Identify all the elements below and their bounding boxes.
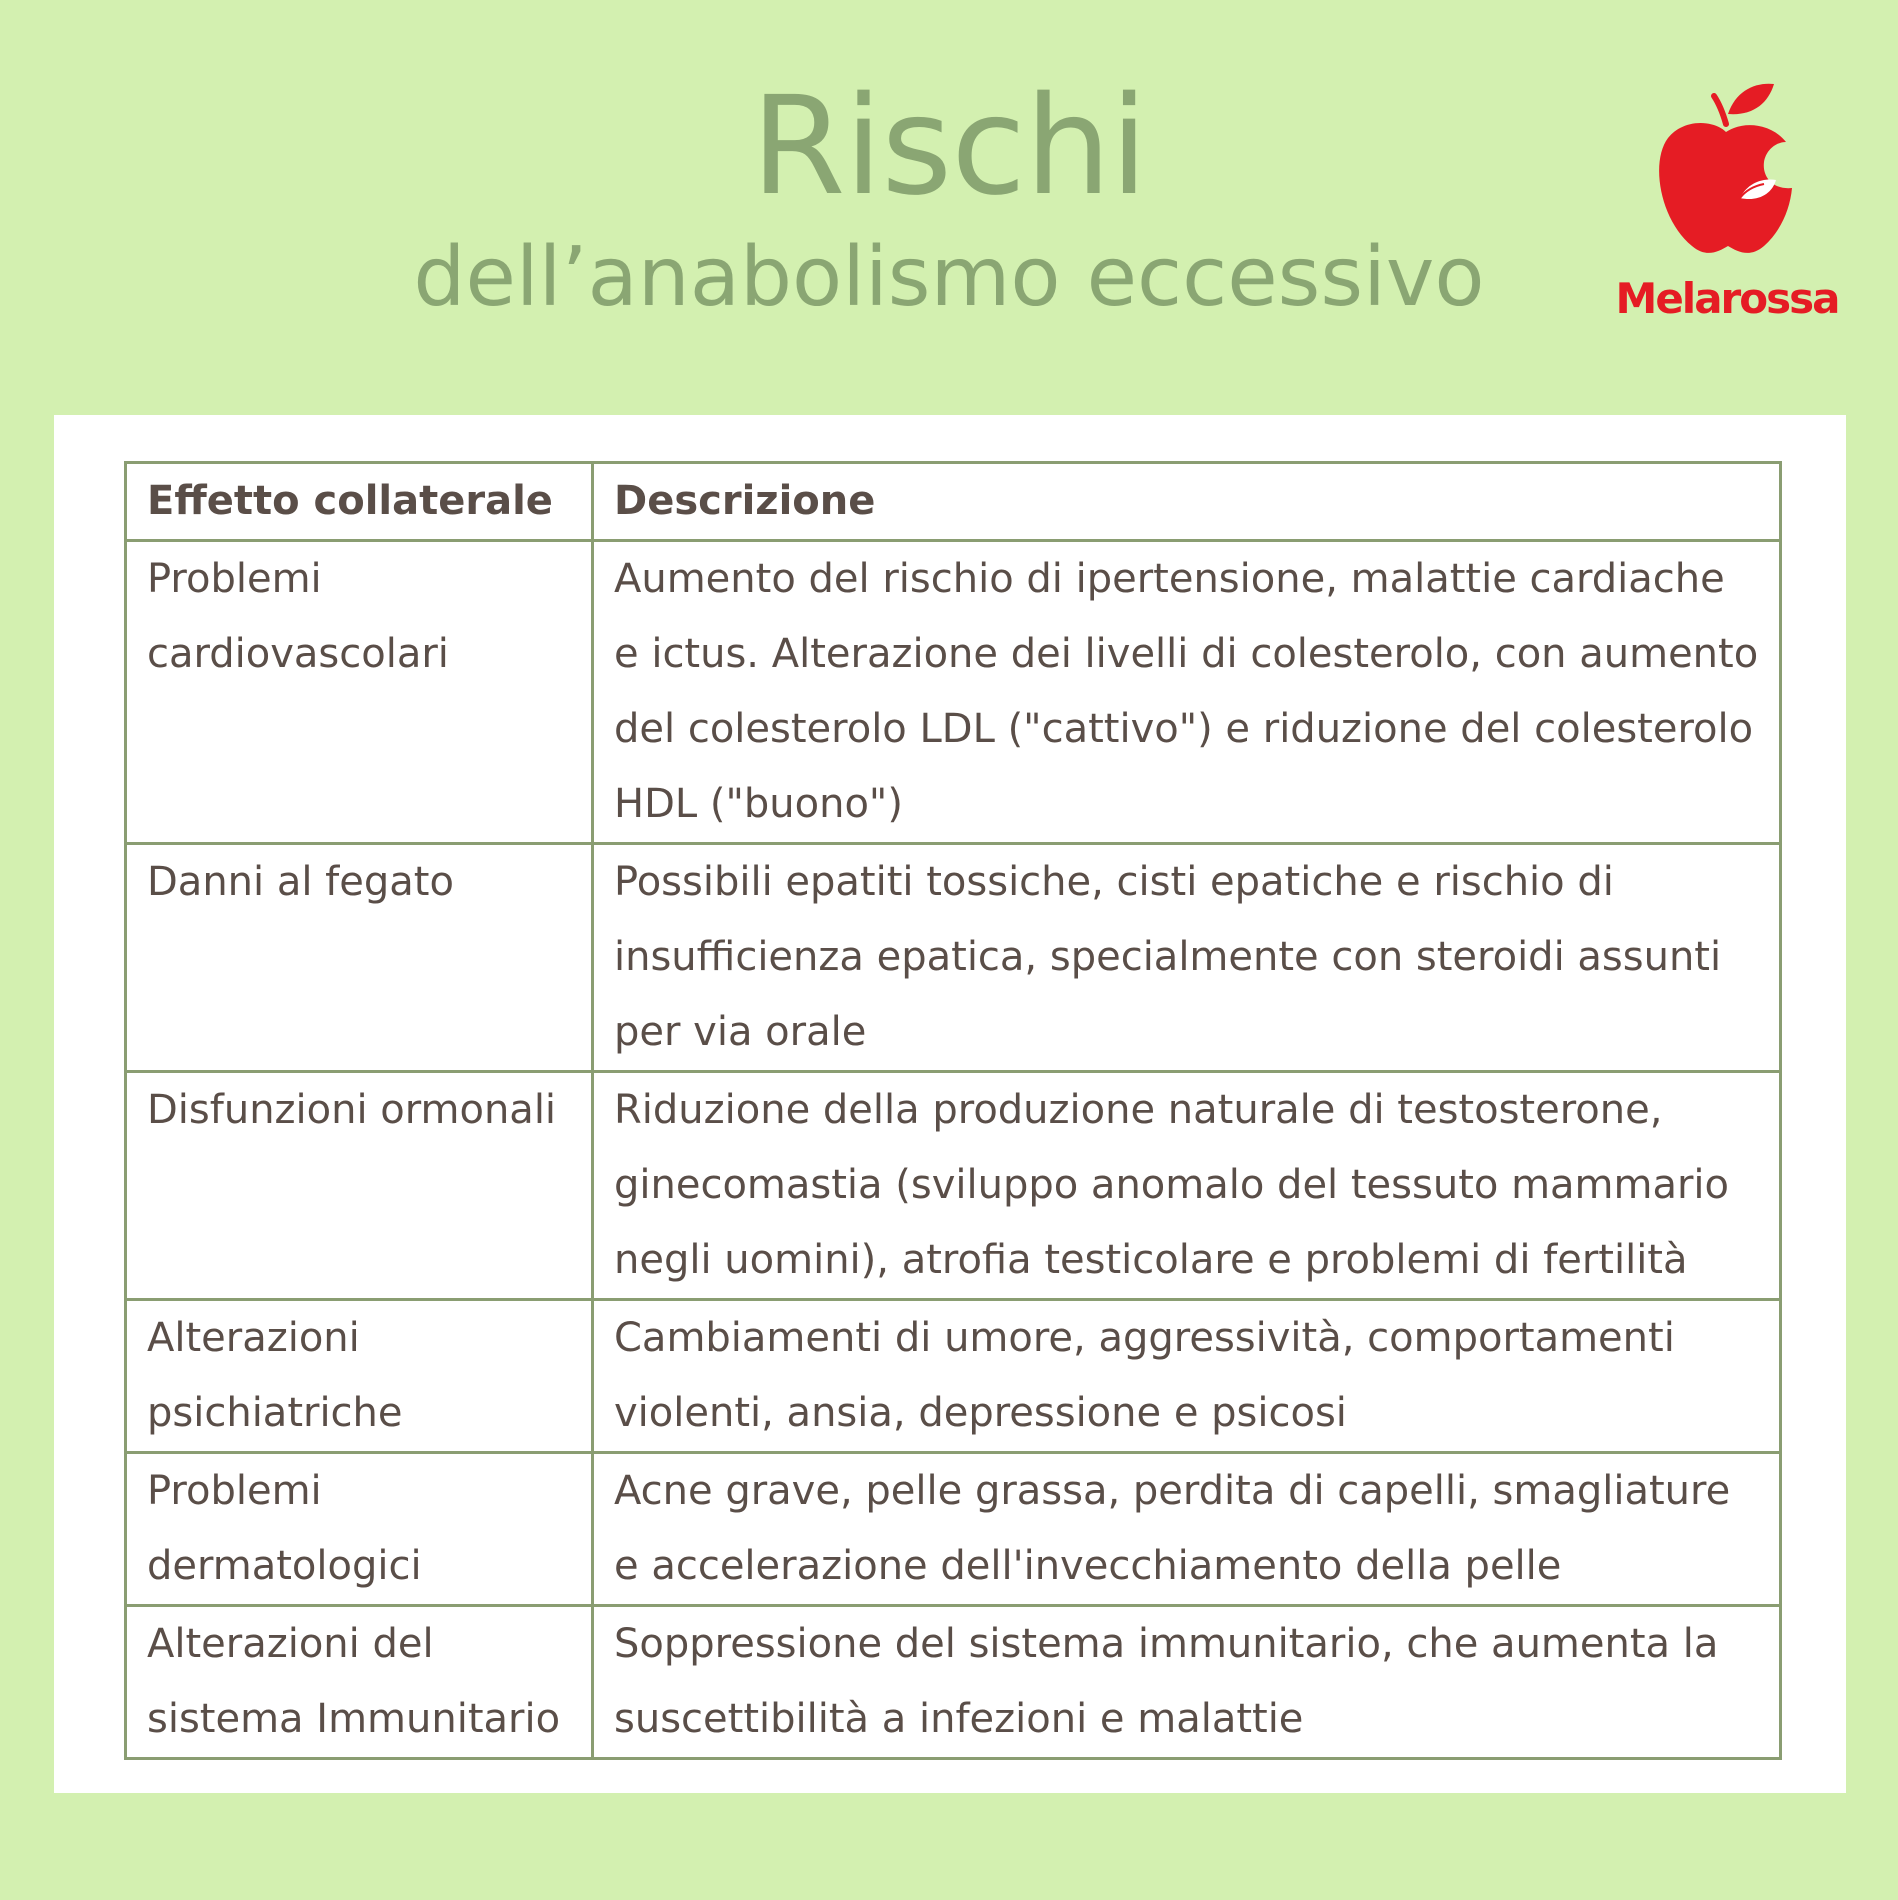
apple-icon <box>1656 80 1798 260</box>
effect-cell: Disfunzioni ormonali <box>126 1072 593 1300</box>
effect-cell: Danni al fegato <box>126 844 593 1072</box>
description-cell: Riduzione della produzione naturale di testosterone, ginecomastia (sviluppo anomalo del tessuto mammario negli uomini), atrofia testicolare e problemi di fertilità <box>593 1072 1781 1300</box>
table-row <box>126 1300 1781 1453</box>
table-row <box>126 1606 1781 1759</box>
brand-logo[interactable] <box>1612 80 1842 330</box>
page-subtitle: dell’anabolismo eccessivo <box>413 230 1485 325</box>
effect-cell: Problemi cardiovascolari <box>126 541 593 844</box>
description-cell: Aumento del rischio di ipertensione, malattie cardiache e ictus. Alterazione dei livelli di colesterolo, con aumento del colesterolo LDL ("cattivo") e riduzione del colesterolo HDL ("buono") <box>593 541 1781 844</box>
effect-cell: Alterazioni psichiatriche <box>126 1300 593 1453</box>
table-row <box>126 844 1781 1072</box>
description-cell: Soppressione del sistema immunitario, che aumenta la suscettibilità a infezioni e malattie <box>593 1606 1781 1759</box>
column-header-description: Descrizione <box>593 463 1781 541</box>
description-cell: Acne grave, pelle grassa, perdita di capelli, smagliature e accelerazione dell'invecchiamento della pelle <box>593 1453 1781 1606</box>
description-cell: Possibili epatiti tossiche, cisti epatiche e rischio di insufficienza epatica, specialmente con steroidi assunti per via orale <box>593 844 1781 1072</box>
content-panel <box>54 415 1846 1793</box>
column-header-effect: Effetto collaterale <box>126 463 593 541</box>
effect-cell: Problemi dermatologici <box>126 1453 593 1606</box>
description-cell: Cambiamenti di umore, aggressività, comportamenti violenti, ansia, depressione e psicosi <box>593 1300 1781 1453</box>
brand-name: Melarossa <box>1615 274 1839 323</box>
risks-table <box>124 461 1782 1760</box>
effect-cell: Alterazioni del sistema Immunitario <box>126 1606 593 1759</box>
table-row <box>126 1453 1781 1606</box>
page-title: Rischi <box>751 68 1147 226</box>
table-header-row <box>126 463 1781 541</box>
table-row <box>126 1072 1781 1300</box>
table-row <box>126 541 1781 844</box>
